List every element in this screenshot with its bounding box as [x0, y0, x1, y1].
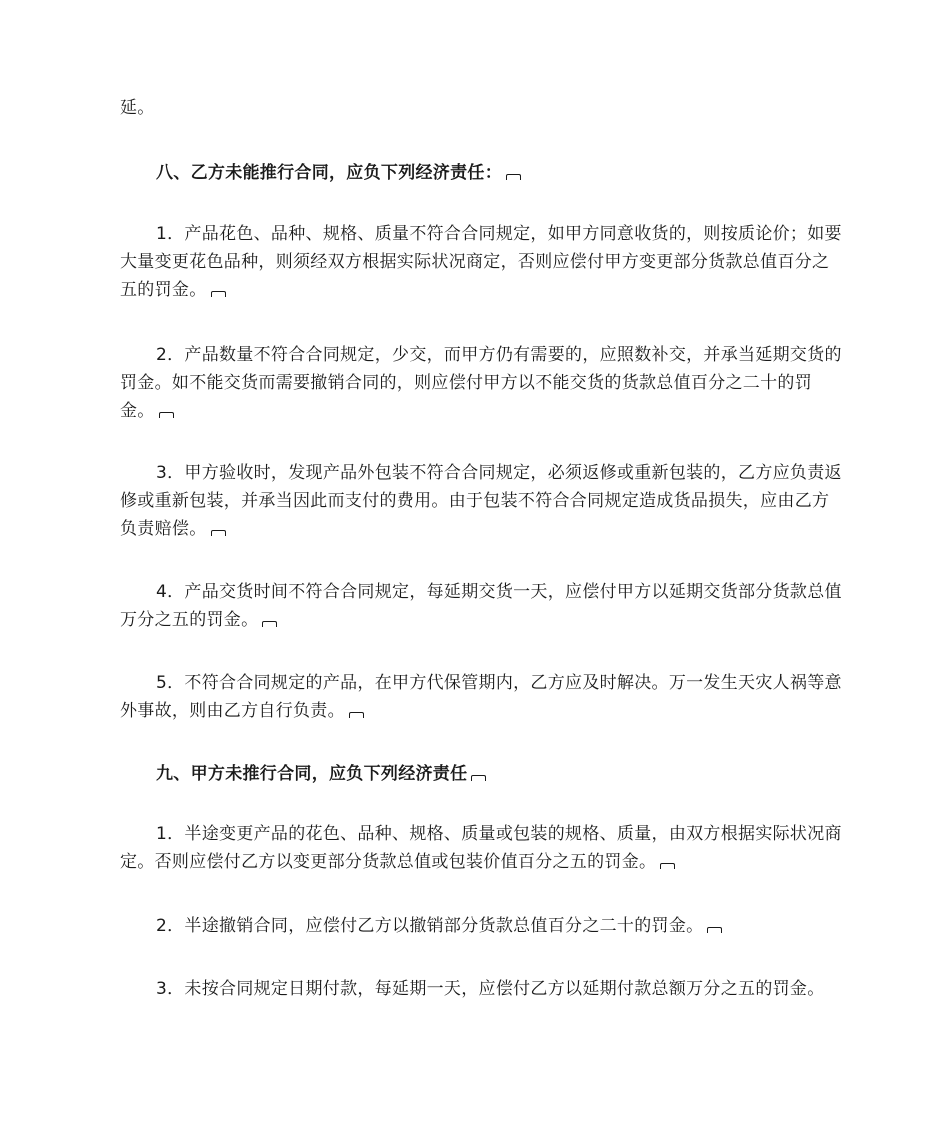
clause-text: 3．未按合同规定日期付款，每延期一天，应偿付乙方以延期付款总额万分之五的罚金。 [156, 979, 825, 999]
paragraph-mark-icon [211, 291, 226, 297]
clause-8-3 [120, 459, 845, 543]
paragraph-mark-icon [262, 621, 277, 627]
clause-text: 5．不符合合同规定的产品，在甲方代保管期内，乙方应及时解决。万一发生天灾人祸等意外事故，则由乙方自行负责。 [120, 673, 842, 721]
paragraph-mark-icon [349, 712, 364, 718]
paragraph-mark-icon [211, 530, 226, 536]
paragraph-continuation [120, 94, 845, 122]
clause-9-3 [120, 975, 845, 1003]
clause-text: 1．半途变更产品的花色、品种、规格、质量或包装的规格、质量，由双方根据实际状况商定。否则应偿付乙方以变更部分货款总值或包装价值百分之五的罚金。 [120, 824, 842, 872]
clause-text: 2．半途撤销合同，应偿付乙方以撤销部分货款总值百分之二十的罚金。 [156, 916, 704, 936]
clause-text: 2．产品数量不符合合同规定，少交，而甲方仍有需要的，应照数补交，并承当延期交货的罚金。如不能交货而需要撤销合同的，则应偿付甲方以不能交货的货款总值百分之二十的罚金。 [120, 345, 842, 421]
clause-text: 4．产品交货时间不符合合同规定，每延期交货一天，应偿付甲方以延期交货部分货款总值万分之五的罚金。 [120, 582, 842, 630]
paragraph-mark-icon [506, 174, 521, 180]
paragraph-mark-icon [471, 775, 486, 781]
clause-9-1 [120, 820, 845, 876]
clause-8-5 [120, 669, 845, 725]
section-heading-9 [120, 760, 845, 788]
clause-text: 3．甲方验收时，发现产品外包装不符合合同规定，必须返修或重新包装的，乙方应负责返修或重新包装，并承当因此而支付的费用。由于包装不符合合同规定造成货品损失，应由乙方负责赔偿。 [120, 463, 842, 539]
section-heading-8 [120, 159, 845, 187]
paragraph-mark-icon [660, 863, 675, 869]
paragraph-mark-icon [159, 412, 174, 418]
clause-text: 1．产品花色、品种、规格、质量不符合合同规定，如甲方同意收货的，则按质论价；如要大量变更花色品种，则须经双方根据实际状况商定，否则应偿付甲方变更部分货款总值百分之五的罚金。 [120, 224, 842, 300]
clause-9-2 [120, 912, 845, 940]
paragraph-text: 延。 [120, 98, 155, 118]
clause-8-1 [120, 220, 845, 304]
clause-8-4 [120, 578, 845, 634]
heading-text: 八、乙方未能推行合同，应负下列经济责任： [156, 163, 502, 183]
paragraph-mark-icon [707, 927, 722, 933]
heading-text: 九、甲方未推行合同，应负下列经济责任 [156, 764, 468, 784]
clause-8-2 [120, 341, 845, 425]
